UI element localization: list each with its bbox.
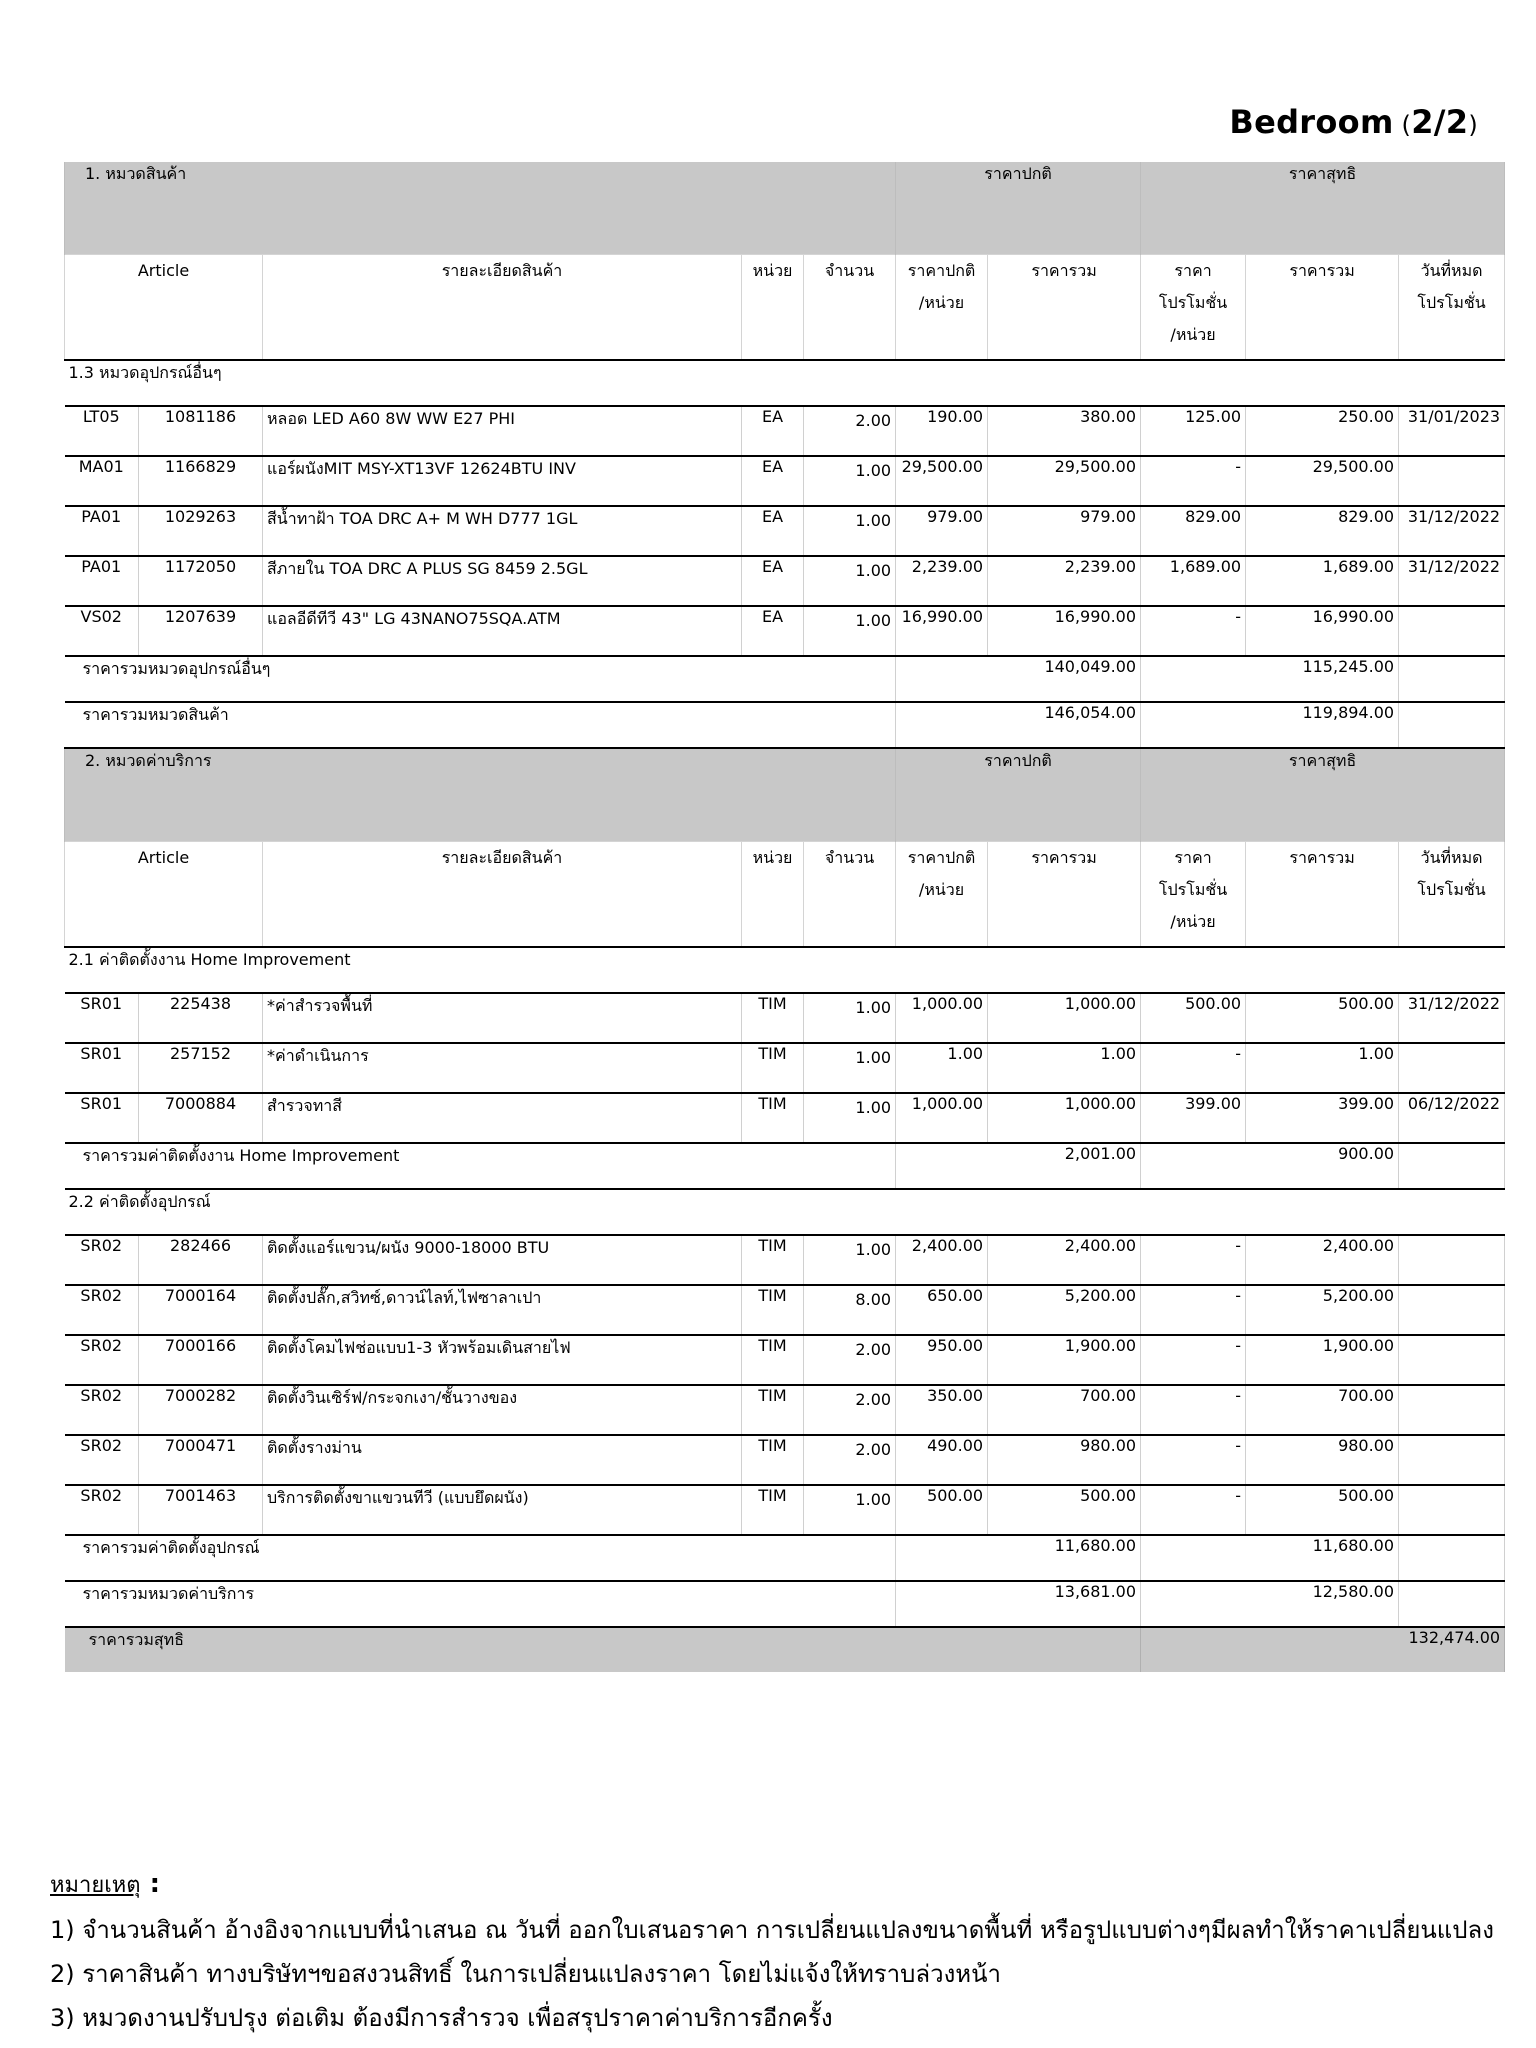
item-promo-price: 399.00 <box>1141 1093 1246 1143</box>
table-row <box>65 506 1505 556</box>
item-unit: TIM <box>742 1093 804 1143</box>
item-code: SR01 <box>65 1093 139 1143</box>
summary-total: 146,054.00 <box>896 702 1141 748</box>
table-row <box>65 406 1505 456</box>
notes-colon: : <box>140 1869 161 1899</box>
item-promo-end: 06/12/2022 <box>1399 1093 1505 1143</box>
column-total: ราคารวม <box>988 255 1141 361</box>
item-unit: TIM <box>742 1435 804 1485</box>
item-code: MA01 <box>65 456 139 506</box>
column-promo-price-line: โปรโมชั่น <box>1158 293 1228 312</box>
item-article: 1172050 <box>139 556 263 606</box>
column-promo-end <box>1399 255 1505 361</box>
summary-empty <box>1399 702 1505 748</box>
summary-row <box>65 1535 1505 1581</box>
column-quantity: จำนวน <box>804 842 896 948</box>
column-promo-end-line: โปรโมชั่น <box>1417 880 1486 899</box>
summary-row <box>65 702 1505 748</box>
title-page: 2/2 <box>1411 103 1469 141</box>
item-code: SR01 <box>65 1043 139 1093</box>
column-promo-end-line: วันที่หมด <box>1420 261 1483 280</box>
item-price: 500.00 <box>896 1485 988 1535</box>
item-quantity: 1.00 <box>804 506 896 556</box>
column-promo-price-line: ราคา <box>1174 261 1212 280</box>
item-unit: TIM <box>742 1043 804 1093</box>
summary-net: 115,245.00 <box>1141 656 1399 702</box>
column-price-per-unit-line: ราคาปกติ <box>907 261 976 280</box>
item-net-total: 399.00 <box>1246 1093 1399 1143</box>
summary-row <box>65 656 1505 702</box>
item-price: 1,000.00 <box>896 1093 988 1143</box>
subsection-row <box>65 1189 1505 1235</box>
summary-empty <box>1399 1581 1505 1627</box>
item-total: 500.00 <box>988 1485 1141 1535</box>
item-description: แอร์ผนังMIT MSY-XT13VF 12624BTU INV <box>263 456 742 506</box>
column-promo-end-line: โปรโมชั่น <box>1417 293 1486 312</box>
summary-total: 2,001.00 <box>896 1143 1141 1189</box>
column-header-row <box>65 842 1505 948</box>
summary-label: ราคารวมค่าติดตั้งงาน Home Improvement <box>65 1143 896 1189</box>
item-promo-price: - <box>1141 1385 1246 1435</box>
item-quantity: 2.00 <box>804 1335 896 1385</box>
item-total: 16,990.00 <box>988 606 1141 656</box>
note-line: 1) จำนวนสินค้า อ้างอิงจากแบบที่นำเสนอ ณ วันที่ ออกใบเสนอราคา การเปลี่ยนแปลงขนาดพื้นที่ หรือรูปแบบต่างๆมีผลทำให้ราคาเปลี่ยนแปลง <box>50 1916 1494 1944</box>
item-net-total: 1.00 <box>1246 1043 1399 1093</box>
title-open: ( <box>1393 111 1412 139</box>
item-article: 1029263 <box>139 506 263 556</box>
item-total: 1.00 <box>988 1043 1141 1093</box>
item-unit: TIM <box>742 1335 804 1385</box>
item-quantity: 1.00 <box>804 606 896 656</box>
item-description: สำรวจทาสี <box>263 1093 742 1143</box>
column-unit: หน่วย <box>742 255 804 361</box>
item-total: 1,000.00 <box>988 1093 1141 1143</box>
item-net-total: 1,900.00 <box>1246 1335 1399 1385</box>
section-title: 1. หมวดสินค้า <box>65 162 896 255</box>
notes-heading: หมายเหตุ <box>50 1873 141 1898</box>
item-unit: EA <box>742 406 804 456</box>
summary-net: 900.00 <box>1141 1143 1399 1189</box>
column-article: Article <box>65 255 263 361</box>
item-promo-end <box>1399 606 1505 656</box>
item-total: 980.00 <box>988 1435 1141 1485</box>
item-price: 1,000.00 <box>896 993 988 1043</box>
item-promo-price: - <box>1141 606 1246 656</box>
item-promo-price: - <box>1141 1235 1246 1285</box>
item-promo-end <box>1399 1485 1505 1535</box>
item-description: ติดตั้งปลั๊ก,สวิทซ์,ดาวน์ไลท์,ไฟซาลาเปา <box>263 1285 742 1335</box>
table-row <box>65 1435 1505 1485</box>
item-net-total: 29,500.00 <box>1246 456 1399 506</box>
item-quantity: 1.00 <box>804 456 896 506</box>
column-price-per-unit-line: /หน่วย <box>918 293 965 312</box>
column-unit: หน่วย <box>742 842 804 948</box>
item-net-total: 829.00 <box>1246 506 1399 556</box>
item-description: แอลอีดีทีวี 43" LG 43NANO75SQA.ATM <box>263 606 742 656</box>
summary-label: ราคารวมค่าติดตั้งอุปกรณ์ <box>65 1535 896 1581</box>
item-description: ติดตั้งโคมไฟช่อแบบ1-3 หัวพร้อมเดินสายไฟ <box>263 1335 742 1385</box>
item-promo-price: 1,689.00 <box>1141 556 1246 606</box>
item-price: 1.00 <box>896 1043 988 1093</box>
item-promo-end <box>1399 1335 1505 1385</box>
summary-total: 13,681.00 <box>896 1581 1141 1627</box>
subsection-title: 2.2 ค่าติดตั้งอุปกรณ์ <box>65 1189 1505 1235</box>
column-promo-price-line: /หน่วย <box>1170 325 1216 344</box>
column-header-row <box>65 255 1505 361</box>
item-total: 1,900.00 <box>988 1335 1141 1385</box>
item-code: VS02 <box>65 606 139 656</box>
subsection-row <box>65 360 1505 406</box>
item-price: 2,239.00 <box>896 556 988 606</box>
item-promo-price: - <box>1141 1435 1246 1485</box>
item-promo-end: 31/12/2022 <box>1399 993 1505 1043</box>
item-quantity: 8.00 <box>804 1285 896 1335</box>
item-net-total: 700.00 <box>1246 1385 1399 1435</box>
note-line: 2) ราคาสินค้า ทางบริษัทฯขอสงวนสิทธิ์ ในการเปลี่ยนแปลงราคา โดยไม่แจ้งให้ทราบล่วงหน้า <box>50 1960 1001 1988</box>
item-promo-end <box>1399 1043 1505 1093</box>
table-row <box>65 1235 1505 1285</box>
summary-empty <box>1399 1143 1505 1189</box>
table-row <box>65 1285 1505 1335</box>
item-code: PA01 <box>65 556 139 606</box>
table-row <box>65 1485 1505 1535</box>
item-price: 350.00 <box>896 1385 988 1435</box>
column-promo-end-line: วันที่หมด <box>1420 848 1483 867</box>
quotation-table <box>64 162 1505 1672</box>
item-price: 190.00 <box>896 406 988 456</box>
item-quantity: 1.00 <box>804 1485 896 1535</box>
grand-total-value: 132,474.00 <box>1141 1627 1505 1672</box>
item-price: 16,990.00 <box>896 606 988 656</box>
grand-total-row <box>65 1627 1505 1672</box>
table-row <box>65 1385 1505 1435</box>
item-quantity: 1.00 <box>804 1043 896 1093</box>
item-price: 490.00 <box>896 1435 988 1485</box>
item-description: *ค่าสำรวจพื้นที่ <box>263 993 742 1043</box>
item-article: 7000884 <box>139 1093 263 1143</box>
item-unit: TIM <box>742 1485 804 1535</box>
item-article: 1207639 <box>139 606 263 656</box>
item-quantity: 2.00 <box>804 406 896 456</box>
item-promo-price: 125.00 <box>1141 406 1246 456</box>
item-code: SR01 <box>65 993 139 1043</box>
table-row <box>65 606 1505 656</box>
item-unit: TIM <box>742 993 804 1043</box>
item-net-total: 500.00 <box>1246 1485 1399 1535</box>
table-row <box>65 1093 1505 1143</box>
item-description: สีภายใน TOA DRC A PLUS SG 8459 2.5GL <box>263 556 742 606</box>
item-description: ติดตั้งแอร์แขวน/ผนัง 9000-18000 BTU <box>263 1235 742 1285</box>
item-net-total: 250.00 <box>1246 406 1399 456</box>
item-promo-end <box>1399 1235 1505 1285</box>
summary-net: 119,894.00 <box>1141 702 1399 748</box>
item-quantity: 1.00 <box>804 1093 896 1143</box>
item-price: 950.00 <box>896 1335 988 1385</box>
item-total: 700.00 <box>988 1385 1141 1435</box>
item-promo-price: - <box>1141 1485 1246 1535</box>
column-promo-price-line: /หน่วย <box>1170 912 1216 931</box>
item-code: SR02 <box>65 1235 139 1285</box>
item-promo-end <box>1399 1285 1505 1335</box>
column-price-per-unit-line: /หน่วย <box>918 880 965 899</box>
summary-empty <box>1399 656 1505 702</box>
section-header-row <box>65 748 1505 842</box>
item-quantity: 1.00 <box>804 556 896 606</box>
summary-label: ราคารวมหมวดอุปกรณ์อื่นๆ <box>65 656 896 702</box>
item-promo-price: - <box>1141 1285 1246 1335</box>
item-promo-end: 31/12/2022 <box>1399 556 1505 606</box>
item-promo-end <box>1399 456 1505 506</box>
item-article: 7000471 <box>139 1435 263 1485</box>
column-promo-price <box>1141 255 1246 361</box>
column-promo-price-line: โปรโมชั่น <box>1158 880 1228 899</box>
item-total: 5,200.00 <box>988 1285 1141 1335</box>
item-net-total: 500.00 <box>1246 993 1399 1043</box>
item-promo-price: 829.00 <box>1141 506 1246 556</box>
notes <box>50 1862 1494 2040</box>
item-code: SR02 <box>65 1335 139 1385</box>
item-code: SR02 <box>65 1485 139 1535</box>
item-promo-end: 31/01/2023 <box>1399 406 1505 456</box>
item-unit: EA <box>742 506 804 556</box>
item-article: 1166829 <box>139 456 263 506</box>
table-row <box>65 1043 1505 1093</box>
item-code: SR02 <box>65 1435 139 1485</box>
item-price: 650.00 <box>896 1285 988 1335</box>
item-unit: TIM <box>742 1285 804 1335</box>
regular-price-header: ราคาปกติ <box>896 162 1141 255</box>
summary-net: 11,680.00 <box>1141 1535 1399 1581</box>
summary-label: ราคารวมหมวดสินค้า <box>65 702 896 748</box>
item-promo-price: - <box>1141 1335 1246 1385</box>
summary-row <box>65 1143 1505 1189</box>
item-code: SR02 <box>65 1385 139 1435</box>
column-article: Article <box>65 842 263 948</box>
subsection-title: 2.1 ค่าติดตั้งงาน Home Improvement <box>65 947 1505 993</box>
item-net-total: 16,990.00 <box>1246 606 1399 656</box>
summary-label: ราคารวมหมวดค่าบริการ <box>65 1581 896 1627</box>
subsection-row <box>65 947 1505 993</box>
table-body <box>65 162 1505 1672</box>
item-quantity: 2.00 <box>804 1435 896 1485</box>
item-net-total: 1,689.00 <box>1246 556 1399 606</box>
table-row <box>65 1335 1505 1385</box>
column-net-total: ราคารวม <box>1246 842 1399 948</box>
item-promo-end: 31/12/2022 <box>1399 506 1505 556</box>
page-title <box>1229 103 1478 141</box>
item-description: *ค่าดำเนินการ <box>263 1043 742 1093</box>
item-price: 29,500.00 <box>896 456 988 506</box>
item-description: ติดตั้งรางม่าน <box>263 1435 742 1485</box>
column-promo-price-line: ราคา <box>1174 848 1212 867</box>
grand-total-label: ราคารวมสุทธิ <box>65 1627 1141 1672</box>
column-quantity: จำนวน <box>804 255 896 361</box>
column-total: ราคารวม <box>988 842 1141 948</box>
item-description: บริการติดตั้งขาแขวนทีวี (แบบยึดผนัง) <box>263 1485 742 1535</box>
summary-row <box>65 1581 1505 1627</box>
summary-net: 12,580.00 <box>1141 1581 1399 1627</box>
section-header-row <box>65 162 1505 255</box>
column-price-per-unit <box>896 842 988 948</box>
summary-total: 11,680.00 <box>896 1535 1141 1581</box>
item-total: 979.00 <box>988 506 1141 556</box>
section-title: 2. หมวดค่าบริการ <box>65 748 896 842</box>
item-unit: EA <box>742 556 804 606</box>
item-description: หลอด LED A60 8W WW E27 PHI <box>263 406 742 456</box>
item-total: 380.00 <box>988 406 1141 456</box>
item-total: 2,400.00 <box>988 1235 1141 1285</box>
item-promo-end <box>1399 1435 1505 1485</box>
item-promo-price: - <box>1141 456 1246 506</box>
table-row <box>65 556 1505 606</box>
summary-empty <box>1399 1535 1505 1581</box>
item-article: 7000166 <box>139 1335 263 1385</box>
item-quantity: 1.00 <box>804 1235 896 1285</box>
note-line: 3) หมวดงานปรับปรุง ต่อเติม ต้องมีการสำรวจ เพื่อสรุปราคาค่าบริการอีกครั้ง <box>50 2004 833 2032</box>
item-promo-price: 500.00 <box>1141 993 1246 1043</box>
item-net-total: 980.00 <box>1246 1435 1399 1485</box>
item-article: 7000282 <box>139 1385 263 1435</box>
item-unit: EA <box>742 606 804 656</box>
net-price-header: ราคาสุทธิ <box>1141 162 1505 255</box>
item-total: 2,239.00 <box>988 556 1141 606</box>
column-price-per-unit-line: ราคาปกติ <box>907 848 976 867</box>
item-unit: TIM <box>742 1385 804 1435</box>
item-total: 1,000.00 <box>988 993 1141 1043</box>
item-article: 225438 <box>139 993 263 1043</box>
item-description: สีน้ำทาฝ้า TOA DRC A+ M WH D777 1GL <box>263 506 742 556</box>
item-price: 2,400.00 <box>896 1235 988 1285</box>
item-quantity: 1.00 <box>804 993 896 1043</box>
column-net-total: ราคารวม <box>1246 255 1399 361</box>
table-row <box>65 993 1505 1043</box>
summary-total: 140,049.00 <box>896 656 1141 702</box>
column-price-per-unit <box>896 255 988 361</box>
column-description: รายละเอียดสินค้า <box>263 255 742 361</box>
notes-heading-line <box>50 1862 1494 1908</box>
title-close: ) <box>1468 111 1478 139</box>
item-net-total: 2,400.00 <box>1246 1235 1399 1285</box>
item-code: PA01 <box>65 506 139 556</box>
column-description: รายละเอียดสินค้า <box>263 842 742 948</box>
item-code: LT05 <box>65 406 139 456</box>
item-total: 29,500.00 <box>988 456 1141 506</box>
item-quantity: 2.00 <box>804 1385 896 1435</box>
item-unit: EA <box>742 456 804 506</box>
column-promo-end <box>1399 842 1505 948</box>
item-price: 979.00 <box>896 506 988 556</box>
item-net-total: 5,200.00 <box>1246 1285 1399 1335</box>
column-promo-price <box>1141 842 1246 948</box>
item-code: SR02 <box>65 1285 139 1335</box>
item-promo-end <box>1399 1385 1505 1435</box>
item-article: 7001463 <box>139 1485 263 1535</box>
item-article: 282466 <box>139 1235 263 1285</box>
table-row <box>65 456 1505 506</box>
item-description: ติดตั้งวินเซิร์ฟ/กระจกเงา/ชั้นวางของ <box>263 1385 742 1435</box>
item-article: 1081186 <box>139 406 263 456</box>
subsection-title: 1.3 หมวดอุปกรณ์อื่นๆ <box>65 360 1505 406</box>
item-article: 257152 <box>139 1043 263 1093</box>
item-promo-price: - <box>1141 1043 1246 1093</box>
net-price-header: ราคาสุทธิ <box>1141 748 1505 842</box>
item-unit: TIM <box>742 1235 804 1285</box>
item-article: 7000164 <box>139 1285 263 1335</box>
title-main: Bedroom <box>1229 103 1394 141</box>
regular-price-header: ราคาปกติ <box>896 748 1141 842</box>
